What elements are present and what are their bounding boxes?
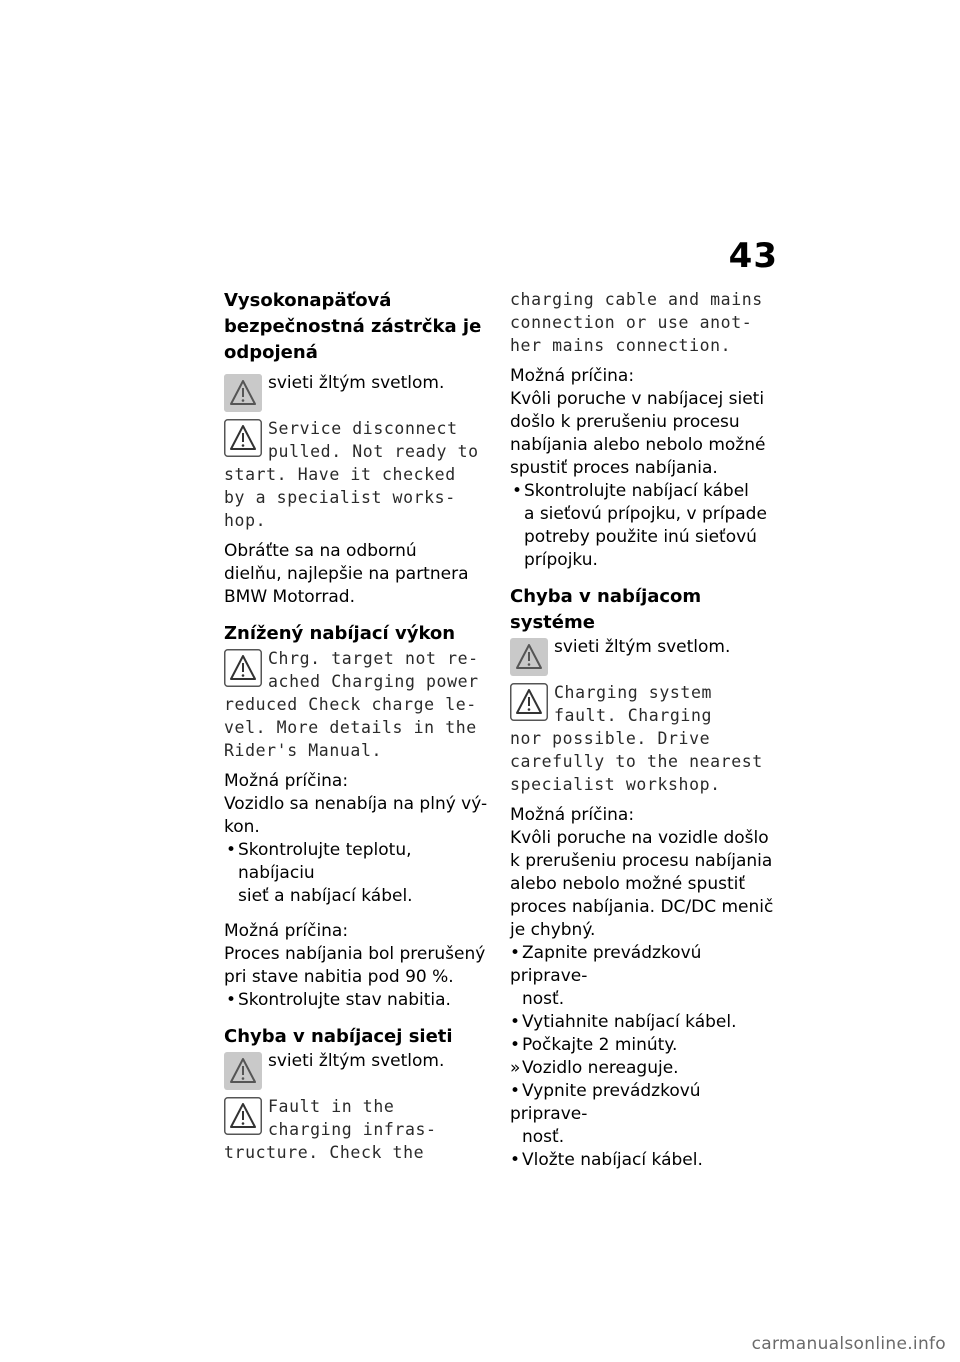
- bullet-icon: •: [510, 1150, 521, 1170]
- display-text-line: specialist workshop.: [510, 775, 721, 794]
- display-text-line: tructure. Check the: [224, 1143, 425, 1162]
- text-line: nabíjania alebo nebolo možné: [510, 435, 766, 455]
- instruction-text: [224, 540, 492, 609]
- lamp-status-text: svieti žltým svetlom.: [268, 373, 445, 393]
- possible-cause: [224, 770, 492, 908]
- list-item: [510, 1057, 776, 1080]
- warning-triangle-icon: [224, 374, 262, 412]
- text-line: k prerušeniu procesu nabíjania: [510, 851, 773, 871]
- list-item: [510, 1126, 776, 1149]
- display-text-line: vel. More details in the: [224, 718, 477, 737]
- text-line: Skontrolujte nabíjací kábel: [524, 481, 749, 501]
- list-item: [510, 942, 776, 988]
- display-text-line: nor possible. Drive: [510, 729, 711, 748]
- title-line: odpojená: [224, 342, 318, 363]
- list-item: [510, 1011, 776, 1034]
- display-text-line: carefully to the nearest: [510, 752, 763, 771]
- left-column: [224, 288, 492, 1164]
- text-line: kon.: [224, 817, 260, 837]
- text-line: Vypnite prevádzkovú priprave-: [510, 1081, 701, 1124]
- list-item: [510, 1080, 776, 1126]
- display-text-line: Service disconnect: [268, 419, 458, 438]
- warning-triangle-icon: [224, 1097, 262, 1139]
- possible-cause: [510, 365, 776, 572]
- text-line: došlo k prerušeniu procesu: [510, 412, 740, 432]
- cause-label: Možná príčina:: [224, 771, 349, 791]
- title-line: Vysokonapäťová: [224, 290, 392, 311]
- warning-lamp-row: [224, 372, 492, 395]
- display-message-row: [224, 647, 492, 762]
- bullet-icon: •: [512, 481, 523, 501]
- text-line: Kvôli poruche na vozidle došlo: [510, 828, 769, 848]
- bullet-icon: •: [510, 1012, 521, 1032]
- warning-triangle-icon: [224, 649, 262, 691]
- text-line: Vložte nabíjací kábel.: [522, 1150, 703, 1170]
- text-line: spustiť proces nabíjania.: [510, 458, 718, 478]
- text-line: Zapnite prevádzkovú priprave-: [510, 943, 702, 986]
- section-title-reduced-charging: Znížený nabíjací výkon: [224, 623, 456, 644]
- warning-triangle-icon: [224, 419, 262, 461]
- text-line: Skontrolujte stav nabitia.: [238, 990, 451, 1010]
- title-line: bezpečnostná zástrčka je: [224, 316, 482, 337]
- display-message-row: [510, 681, 776, 796]
- display-message-row: [224, 1095, 492, 1164]
- right-column: [510, 288, 776, 1172]
- text-line: prípojku.: [524, 550, 598, 570]
- warning-triangle-icon: [510, 638, 548, 680]
- text-line: nosť.: [522, 989, 565, 1009]
- cause-label: Možná príčina:: [510, 366, 635, 386]
- bullet-icon: •: [510, 1035, 521, 1055]
- list-item: [510, 480, 776, 503]
- text-line: nosť.: [522, 1127, 565, 1147]
- text-line: je chybný.: [510, 920, 596, 940]
- text-line: Vytiahnite nabíjací kábel.: [522, 1012, 737, 1032]
- display-text-line: Chrg. target not re-: [268, 649, 479, 668]
- text-line: Počkajte 2 minúty.: [522, 1035, 678, 1055]
- display-text-line: pulled. Not ready to: [268, 442, 479, 461]
- display-text-line: ached Charging power: [268, 672, 479, 691]
- display-text-line: Rider's Manual.: [224, 741, 383, 760]
- text-line: Vozidlo nereaguje.: [522, 1058, 679, 1078]
- warning-lamp-row: [510, 636, 776, 659]
- display-text-line: start. Have it checked: [224, 465, 456, 484]
- text-line: proces nabíjania. DC/DC menič: [510, 897, 774, 917]
- text-line: Skontrolujte teplotu, nabíjaciu: [238, 840, 412, 883]
- watermark: carmanualsonline.info: [751, 1334, 946, 1354]
- text-line: dielňu, najlepšie na partnera: [224, 564, 469, 584]
- warning-triangle-icon: [224, 1052, 262, 1094]
- display-text-line: hop.: [224, 511, 267, 530]
- list-item: [510, 1149, 776, 1172]
- display-text-line: charging infras-: [268, 1120, 437, 1139]
- section-title-hv-plug: [224, 288, 492, 366]
- section-title-charging-network-fault: Chyba v nabíjacej sieti: [224, 1026, 453, 1047]
- text-line: BMW Motorrad.: [224, 587, 355, 607]
- list-item: [224, 989, 492, 1012]
- text-line: Obráťte sa na odbornú: [224, 541, 417, 561]
- bullet-icon: •: [510, 943, 521, 963]
- text-line: sieť a nabíjací kábel.: [238, 886, 413, 906]
- possible-cause: [224, 920, 492, 1012]
- steps-list: [510, 942, 776, 1172]
- text-line: Vozidlo sa nenabíja na plný vý-: [224, 794, 488, 814]
- list-item: [224, 839, 492, 885]
- display-text-line: Charging system: [554, 683, 713, 702]
- section-title-charging-system-fault: Chyba v nabíjacom systéme: [510, 586, 702, 633]
- possible-cause: [510, 804, 776, 1172]
- list-item: [510, 988, 776, 1011]
- page-number: 43: [728, 236, 778, 276]
- warning-lamp-row: [224, 1050, 492, 1073]
- bullet-icon: •: [510, 1081, 521, 1101]
- lamp-status-text: svieti žltým svetlom.: [554, 637, 731, 657]
- bullet-icon: •: [226, 990, 237, 1010]
- text-line: Proces nabíjania bol prerušený: [224, 944, 486, 964]
- cause-label: Možná príčina:: [510, 805, 635, 825]
- bullet-icon: •: [226, 840, 237, 860]
- display-text-line: her mains connection.: [510, 336, 732, 355]
- result-arrow-icon: »: [510, 1058, 521, 1078]
- text-line: a sieťovú prípojku, v prípade: [524, 504, 767, 524]
- text-line: Kvôli poruche v nabíjacej sieti: [510, 389, 765, 409]
- display-text-line: Fault in the: [268, 1097, 395, 1116]
- display-message-row: [224, 417, 492, 532]
- warning-triangle-icon: [510, 683, 548, 725]
- display-text-line: connection or use anot-: [510, 313, 753, 332]
- list-item: [510, 1034, 776, 1057]
- cause-label: Možná príčina:: [224, 921, 349, 941]
- lamp-status-text: svieti žltým svetlom.: [268, 1051, 445, 1071]
- display-text-line: by a specialist works-: [224, 488, 456, 507]
- display-text-line: reduced Check charge le-: [224, 695, 477, 714]
- display-text-line: fault. Charging: [554, 706, 713, 725]
- text-line: alebo nebolo možné spustiť: [510, 874, 746, 894]
- display-text-line: charging cable and mains: [510, 290, 763, 309]
- text-line: potreby použite inú sieťovú: [524, 527, 757, 547]
- text-line: pri stave nabitia pod 90 %.: [224, 967, 454, 987]
